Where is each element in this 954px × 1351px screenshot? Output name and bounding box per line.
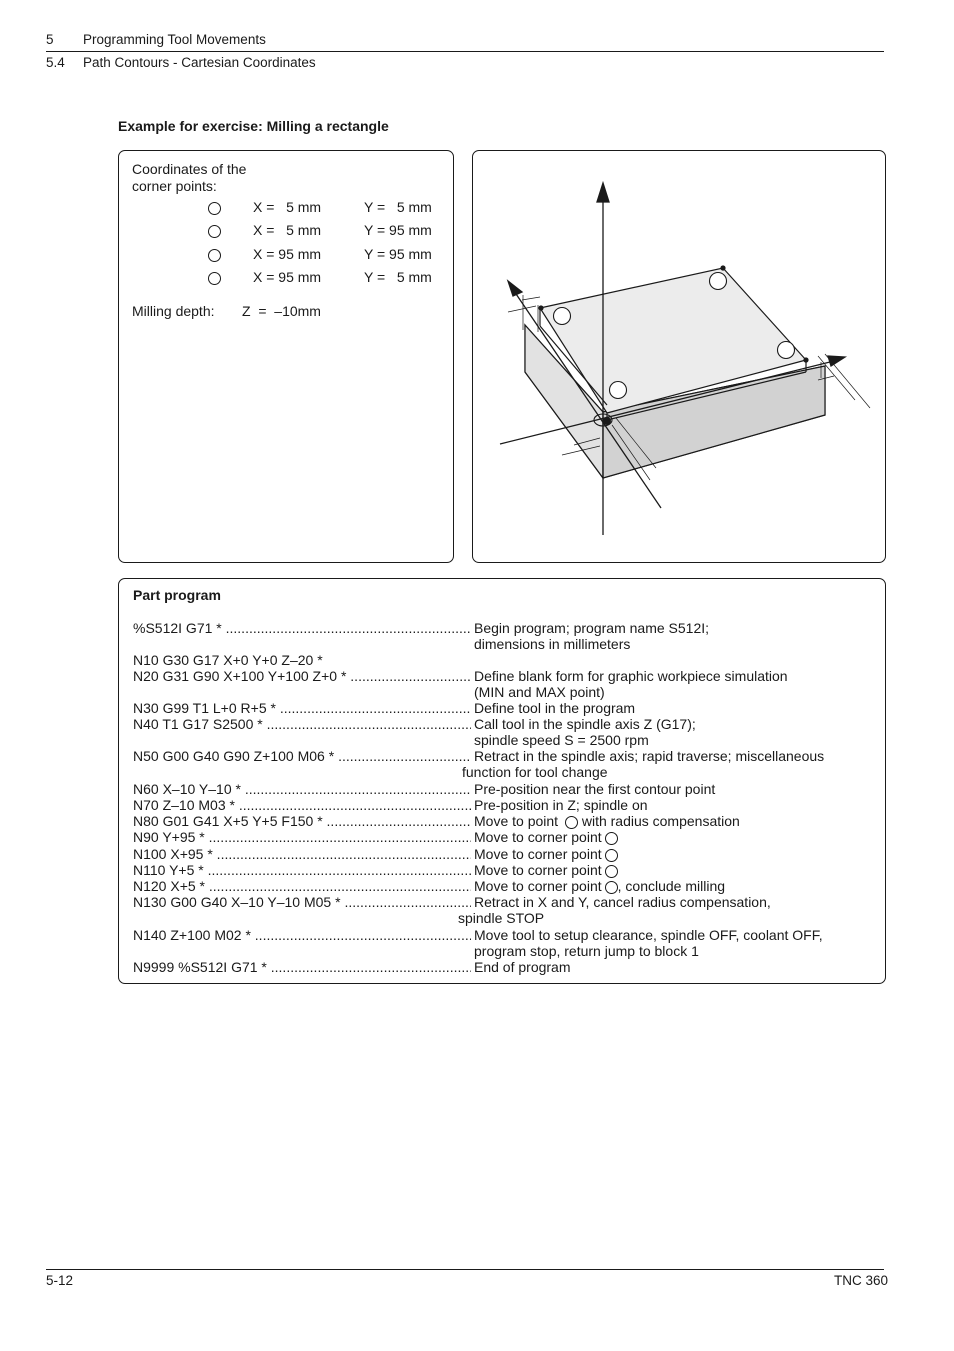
point-4-y: Y = 5 mm (364, 269, 432, 285)
coordinates-intro-line1: Coordinates of the (132, 161, 247, 177)
point-marker-icon (565, 816, 578, 829)
program-code: N130 G00 G40 X–10 Y–10 M05 * ..... (133, 894, 471, 910)
program-desc: Retract in X and Y, cancel radius compensation, (474, 894, 771, 910)
drawing-box (472, 150, 886, 563)
point-2-y: Y = 95 mm (364, 222, 432, 238)
point-3-y: Y = 95 mm (364, 246, 432, 262)
program-code: N30 G99 T1 L+0 R+5 * ..... (133, 700, 471, 716)
coordinates-intro-line2: corner points: (132, 178, 217, 194)
footer-rule (46, 1269, 884, 1270)
program-code: N10 G30 G17 X+0 Y+0 Z–20 * (133, 652, 323, 668)
program-desc: Define blank form for graphic workpiece simulation (474, 668, 788, 684)
corner-point-marker (208, 272, 221, 285)
example-title: Example for exercise: Milling a rectangle (118, 118, 389, 134)
program-desc-text: Move to point (474, 813, 559, 829)
program-code: N50 G00 G40 G90 Z+100 M06 * ..... (133, 748, 471, 764)
program-desc (474, 878, 725, 894)
point-2-x: X = 5 mm (253, 222, 322, 238)
workpiece-drawing (473, 151, 885, 562)
program-code: N120 X+5 * ..... (133, 878, 471, 894)
program-desc: Call tool in the spindle axis Z (G17); (474, 716, 696, 732)
page-number: 5-12 (46, 1273, 74, 1288)
program-code: N9999 %S512I G71 * ..... (133, 959, 471, 975)
program-code: N80 G01 G41 X+5 Y+5 F150 * ..... (133, 813, 471, 829)
program-desc-cont: (MIN and MAX point) (474, 684, 605, 700)
program-desc-cont: dimensions in millimeters (474, 636, 631, 652)
part-program-title: Part program (133, 587, 221, 603)
corner-point-marker (208, 225, 221, 238)
point-marker-icon (605, 881, 618, 894)
section-number: 5.4 (46, 55, 65, 70)
program-code: N60 X–10 Y–10 * ..... (133, 781, 471, 797)
program-desc-text: with radius compensation (581, 813, 740, 829)
program-code: N100 X+95 * ..... (133, 846, 471, 862)
chapter-title: Programming Tool Movements (83, 32, 266, 47)
program-desc-text: Move to corner point (474, 862, 602, 878)
program-code: N70 Z–10 M03 * ..... (133, 797, 471, 813)
program-desc-cont: program stop, return jump to block 1 (474, 943, 699, 959)
program-desc: Define tool in the program (474, 700, 636, 716)
header-rule (46, 51, 884, 52)
coordinates-box (118, 150, 454, 563)
program-desc-cont: function for tool change (462, 764, 608, 780)
program-desc-text: Move to corner point (474, 846, 602, 862)
program-desc (474, 862, 618, 878)
point-4-x: X = 95 mm (253, 269, 322, 285)
program-desc (474, 813, 740, 829)
point-marker-icon (605, 849, 618, 862)
program-desc: Move tool to setup clearance, spindle OFF, coolant OFF, (474, 927, 823, 943)
program-line (133, 652, 323, 668)
program-desc-text: Move to corner point (474, 878, 602, 894)
product-name: TNC 360 (833, 1273, 888, 1288)
corner-point-marker (208, 249, 221, 262)
program-desc (474, 846, 618, 862)
point-3-x: X = 95 mm (253, 246, 322, 262)
point-marker-icon (605, 832, 618, 845)
program-desc-text: Move to corner point (474, 829, 602, 845)
chapter-number: 5 (46, 32, 54, 47)
point-1-y: Y = 5 mm (364, 199, 432, 215)
program-desc: Begin program; program name S512I; (474, 620, 710, 636)
program-desc: Pre-position near the first contour point (474, 781, 716, 797)
section-title: Path Contours - Cartesian Coordinates (83, 55, 316, 70)
milling-depth-value: Z = –10mm (242, 303, 321, 319)
program-desc-cont: spindle STOP (458, 910, 545, 926)
program-desc: Pre-position in Z; spindle on (474, 797, 648, 813)
point-marker-icon (605, 865, 618, 878)
program-code: N110 Y+5 * ..... (133, 862, 471, 878)
program-code: N90 Y+95 * ..... (133, 829, 471, 845)
program-desc-text: , conclude milling (617, 878, 726, 894)
program-desc: Retract in the spindle axis; rapid traverse; miscellaneous (474, 748, 825, 764)
milling-depth-label: Milling depth: (132, 303, 215, 319)
program-code: N20 G31 G90 X+100 Y+100 Z+0 * ..... (133, 668, 471, 684)
program-desc (474, 829, 618, 845)
program-desc-cont: spindle speed S = 2500 rpm (474, 732, 649, 748)
program-code: N140 Z+100 M02 * ..... (133, 927, 471, 943)
program-desc: End of program (474, 959, 571, 975)
corner-point-marker (208, 202, 221, 215)
point-1-x: X = 5 mm (253, 199, 322, 215)
program-code: %S512I G71 * ..... (133, 620, 471, 636)
program-code: N40 T1 G17 S2500 * ..... (133, 716, 471, 732)
